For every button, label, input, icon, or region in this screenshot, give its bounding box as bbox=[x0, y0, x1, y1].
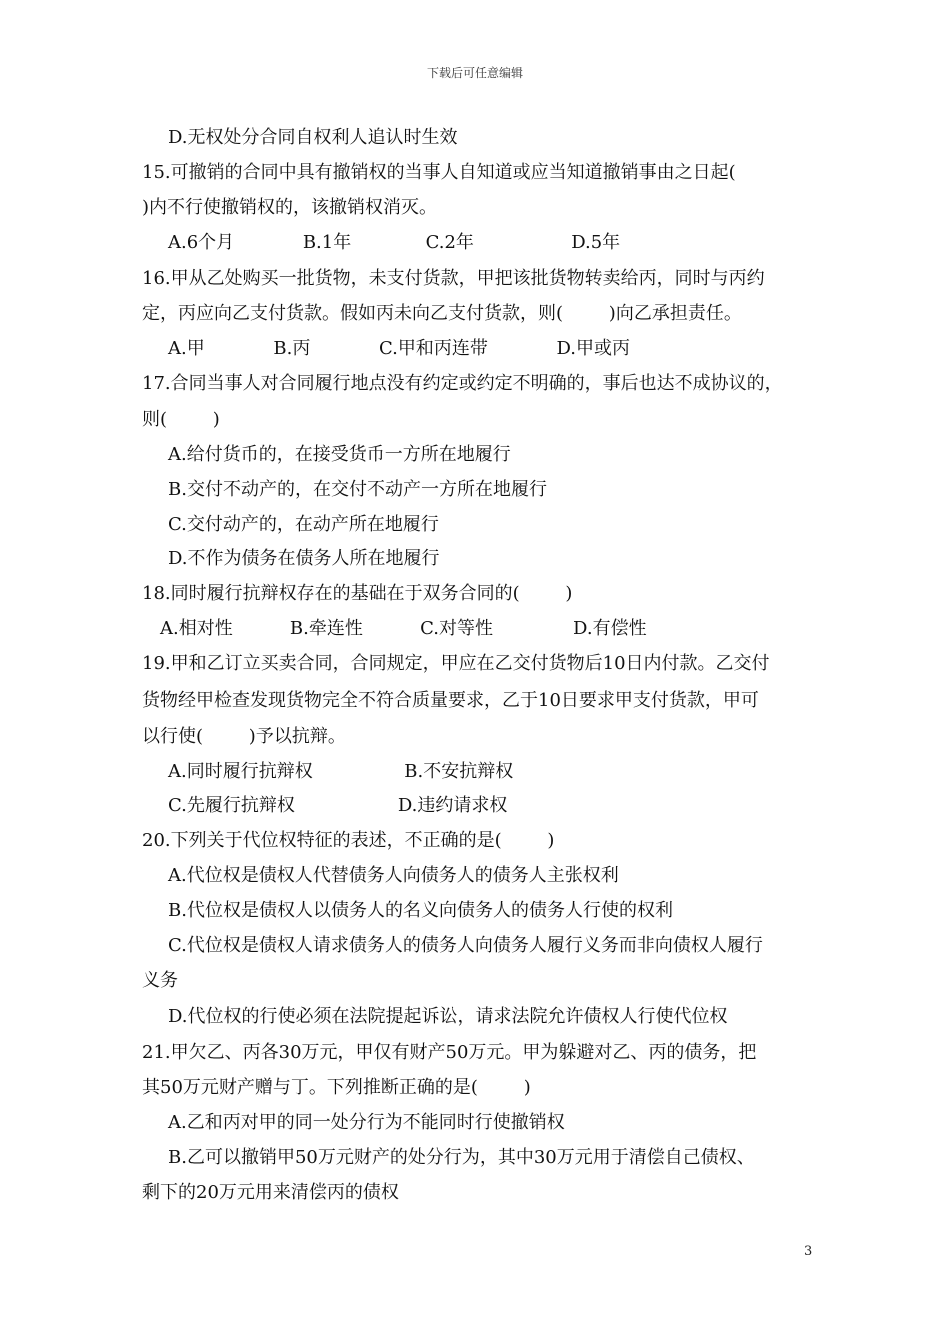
question-17-option-d: D.不作为债务在债务人所在地履行 bbox=[168, 548, 440, 569]
question-16-line-1: 16.甲从乙处购买一批货物，未支付货款，甲把该批货物转卖给丙，同时与丙约 bbox=[142, 268, 765, 289]
question-18-line-1: 18.同时履行抗辩权存在的基础在于双务合同的( ) bbox=[142, 583, 573, 604]
question-20-option-d: D.代位权的行使必须在法院提起诉讼，请求法院允许债权人行使代位权 bbox=[168, 1006, 728, 1027]
question-18-options: A.相对性 B.牵连性 C.对等性 D.有偿性 bbox=[160, 618, 647, 639]
question-15-line-1: 15.可撤销的合同中具有撤销权的当事人自知道或应当知道撤销事由之日起( bbox=[142, 162, 736, 183]
question-21-option-b-line-2: 剩下的20万元用来清偿丙的债权 bbox=[142, 1182, 399, 1203]
question-19-line-2: 货物经甲检查发现货物完全不符合质量要求，乙于10日要求甲支付货款，甲可 bbox=[142, 690, 759, 711]
question-20-option-b: B.代位权是债权人以债务人的名义向债务人的债务人行使的权利 bbox=[168, 900, 673, 921]
question-20-line-1: 20.下列关于代位权特征的表述，不正确的是( ) bbox=[142, 830, 555, 851]
question-20-option-c-line-1: C.代位权是债权人请求债务人的债务人向债务人履行义务而非向债权人履行 bbox=[168, 935, 763, 956]
option-line: D.无权处分合同自权利人追认时生效 bbox=[168, 127, 458, 148]
question-17-line-2: 则( ) bbox=[142, 409, 220, 430]
question-21-option-b-line-1: B.乙可以撤销甲50万元财产的处分行为，其中30万元用于清偿自己债权、 bbox=[168, 1147, 755, 1168]
question-15-line-2: )内不行使撤销权的，该撤销权消灭。 bbox=[142, 197, 438, 218]
question-20-option-c-line-2: 义务 bbox=[142, 970, 178, 991]
question-17-line-1: 17.合同当事人对合同履行地点没有约定或约定不明确的，事后也达不成协议的， bbox=[142, 373, 783, 394]
page-number: 3 bbox=[804, 1244, 813, 1259]
question-21-line-1: 21.甲欠乙、丙各30万元，甲仅有财产50万元。甲为躲避对乙、丙的债务，把 bbox=[142, 1042, 757, 1063]
question-21-option-a: A.乙和丙对甲的同一处分行为不能同时行使撤销权 bbox=[168, 1112, 565, 1133]
question-20-option-a: A.代位权是债权人代替债务人向债务人的债务人主张权利 bbox=[168, 865, 619, 886]
question-16-options: A.甲 B.丙 C.甲和丙连带 D.甲或丙 bbox=[168, 338, 631, 359]
question-17-option-c: C.交付动产的，在动产所在地履行 bbox=[168, 514, 439, 535]
question-15-options: A.6个月 B.1年 C.2年 D.5年 bbox=[168, 232, 621, 253]
question-19-options-ab: A.同时履行抗辩权 B.不安抗辩权 bbox=[168, 761, 514, 782]
question-16-line-2: 定，丙应向乙支付货款。假如丙未向乙支付货款，则( )向乙承担责任。 bbox=[142, 303, 742, 324]
question-19-line-1: 19.甲和乙订立买卖合同，合同规定，甲应在乙交付货物后10日内付款。乙交付 bbox=[142, 653, 770, 674]
question-17-option-a: A.给付货币的，在接受货币一方所在地履行 bbox=[168, 444, 511, 465]
page-header: 下载后可任意编辑 bbox=[426, 66, 523, 80]
question-21-line-2: 其50万元财产赠与丁。下列推断正确的是( ) bbox=[142, 1077, 531, 1098]
question-17-option-b: B.交付不动产的，在交付不动产一方所在地履行 bbox=[168, 479, 547, 500]
question-19-options-cd: C.先履行抗辩权 D.违约请求权 bbox=[168, 795, 508, 816]
question-19-line-3: 以行使( )予以抗辩。 bbox=[142, 726, 346, 747]
